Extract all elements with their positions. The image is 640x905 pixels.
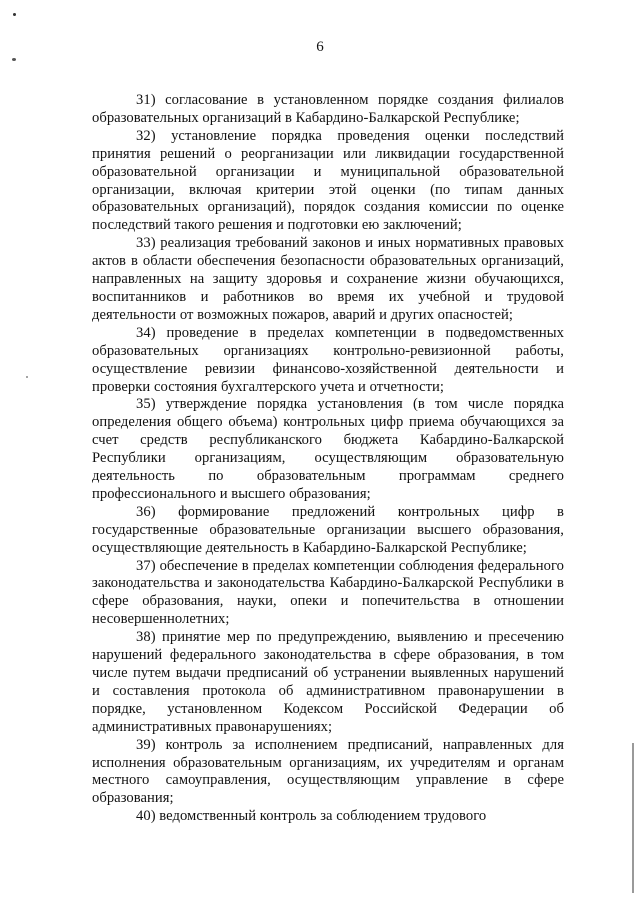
scan-speck [13,13,16,16]
scan-speck [26,376,28,378]
paragraph-item-33: 33) реализация требований законов и иных нормативных правовых актов в области обеспечения безопасности образовательных организаций, направленных на защиту здоровья и сохранение жизни обучающихся, воспитанников и работников во время их учебной и трудовой деятельности от возможных пожаров, аварий и других опасностей; [92,235,564,323]
paragraph-item-34: 34) проведение в пределах компетенции в подведомственных образовательных организациях контрольно-ревизионной работы, осуществление ревизии финансово-хозяйственной деятельности и проверки состояния бухгалтерского учета и отчетности; [92,324,564,395]
paragraph-item-31: 31) согласование в установленном порядке создания филиалов образовательных организаций в Кабардино-Балкарской Республике; [92,92,564,126]
paragraph-item-32: 32) установление порядка проведения оценки последствий принятия решений о реорганизации или ликвидации государственной образовательной организации и муниципальной образовательной организации, включая критерии этой оценки (по типам данных образовательных организаций), порядок создания комиссии по оценке последствий такого решения и подготовки ею заключений; [92,127,564,234]
page-number: 6 [316,39,324,55]
paragraph-item-37: 37) обеспечение в пределах компетенции соблюдения федерального законодательства и законодательства Кабардино-Балкарской Республики в сфере образования, науки, опеки и попечительства в отношении несовершеннолетних; [92,557,564,628]
scan-speck [12,58,16,61]
paragraph-item-36: 36) формирование предложений контрольных цифр в государственные образовательные организации высшего образования, осуществляющие деятельность в Кабардино-Балкарской Республике; [92,503,564,556]
scan-edge-line [632,743,634,893]
paragraph-item-40: 40) ведомственный контроль за соблюдением трудового [136,808,487,825]
document-body [92,92,564,826]
paragraph-item-38: 38) принятие мер по предупреждению, выявлению и пресечению нарушений федерального законодательства в сфере образования, в том числе путем выдачи предписаний об устранении выявленных нарушений и составления протокола об административном правонарушении в порядке, установленном Кодексом Российской Федерации об административных правонарушениях; [92,629,564,735]
paragraph-item-35: 35) утверждение порядка установления (в том числе порядка определения общего объема) контрольных цифр приема обучающихся за счет средств республиканского бюджета Кабардино-Балкарской Республики организациям, осуществляющим образовательную деятельность по образовательным программам среднего профессионального и высшего образования; [92,396,564,502]
paragraph-item-39: 39) контроль за исполнением предписаний, направленных для исполнения образовательным организациям, их учредителям и органам местного самоуправления, осуществляющим управление в сфере образования; [92,736,564,807]
